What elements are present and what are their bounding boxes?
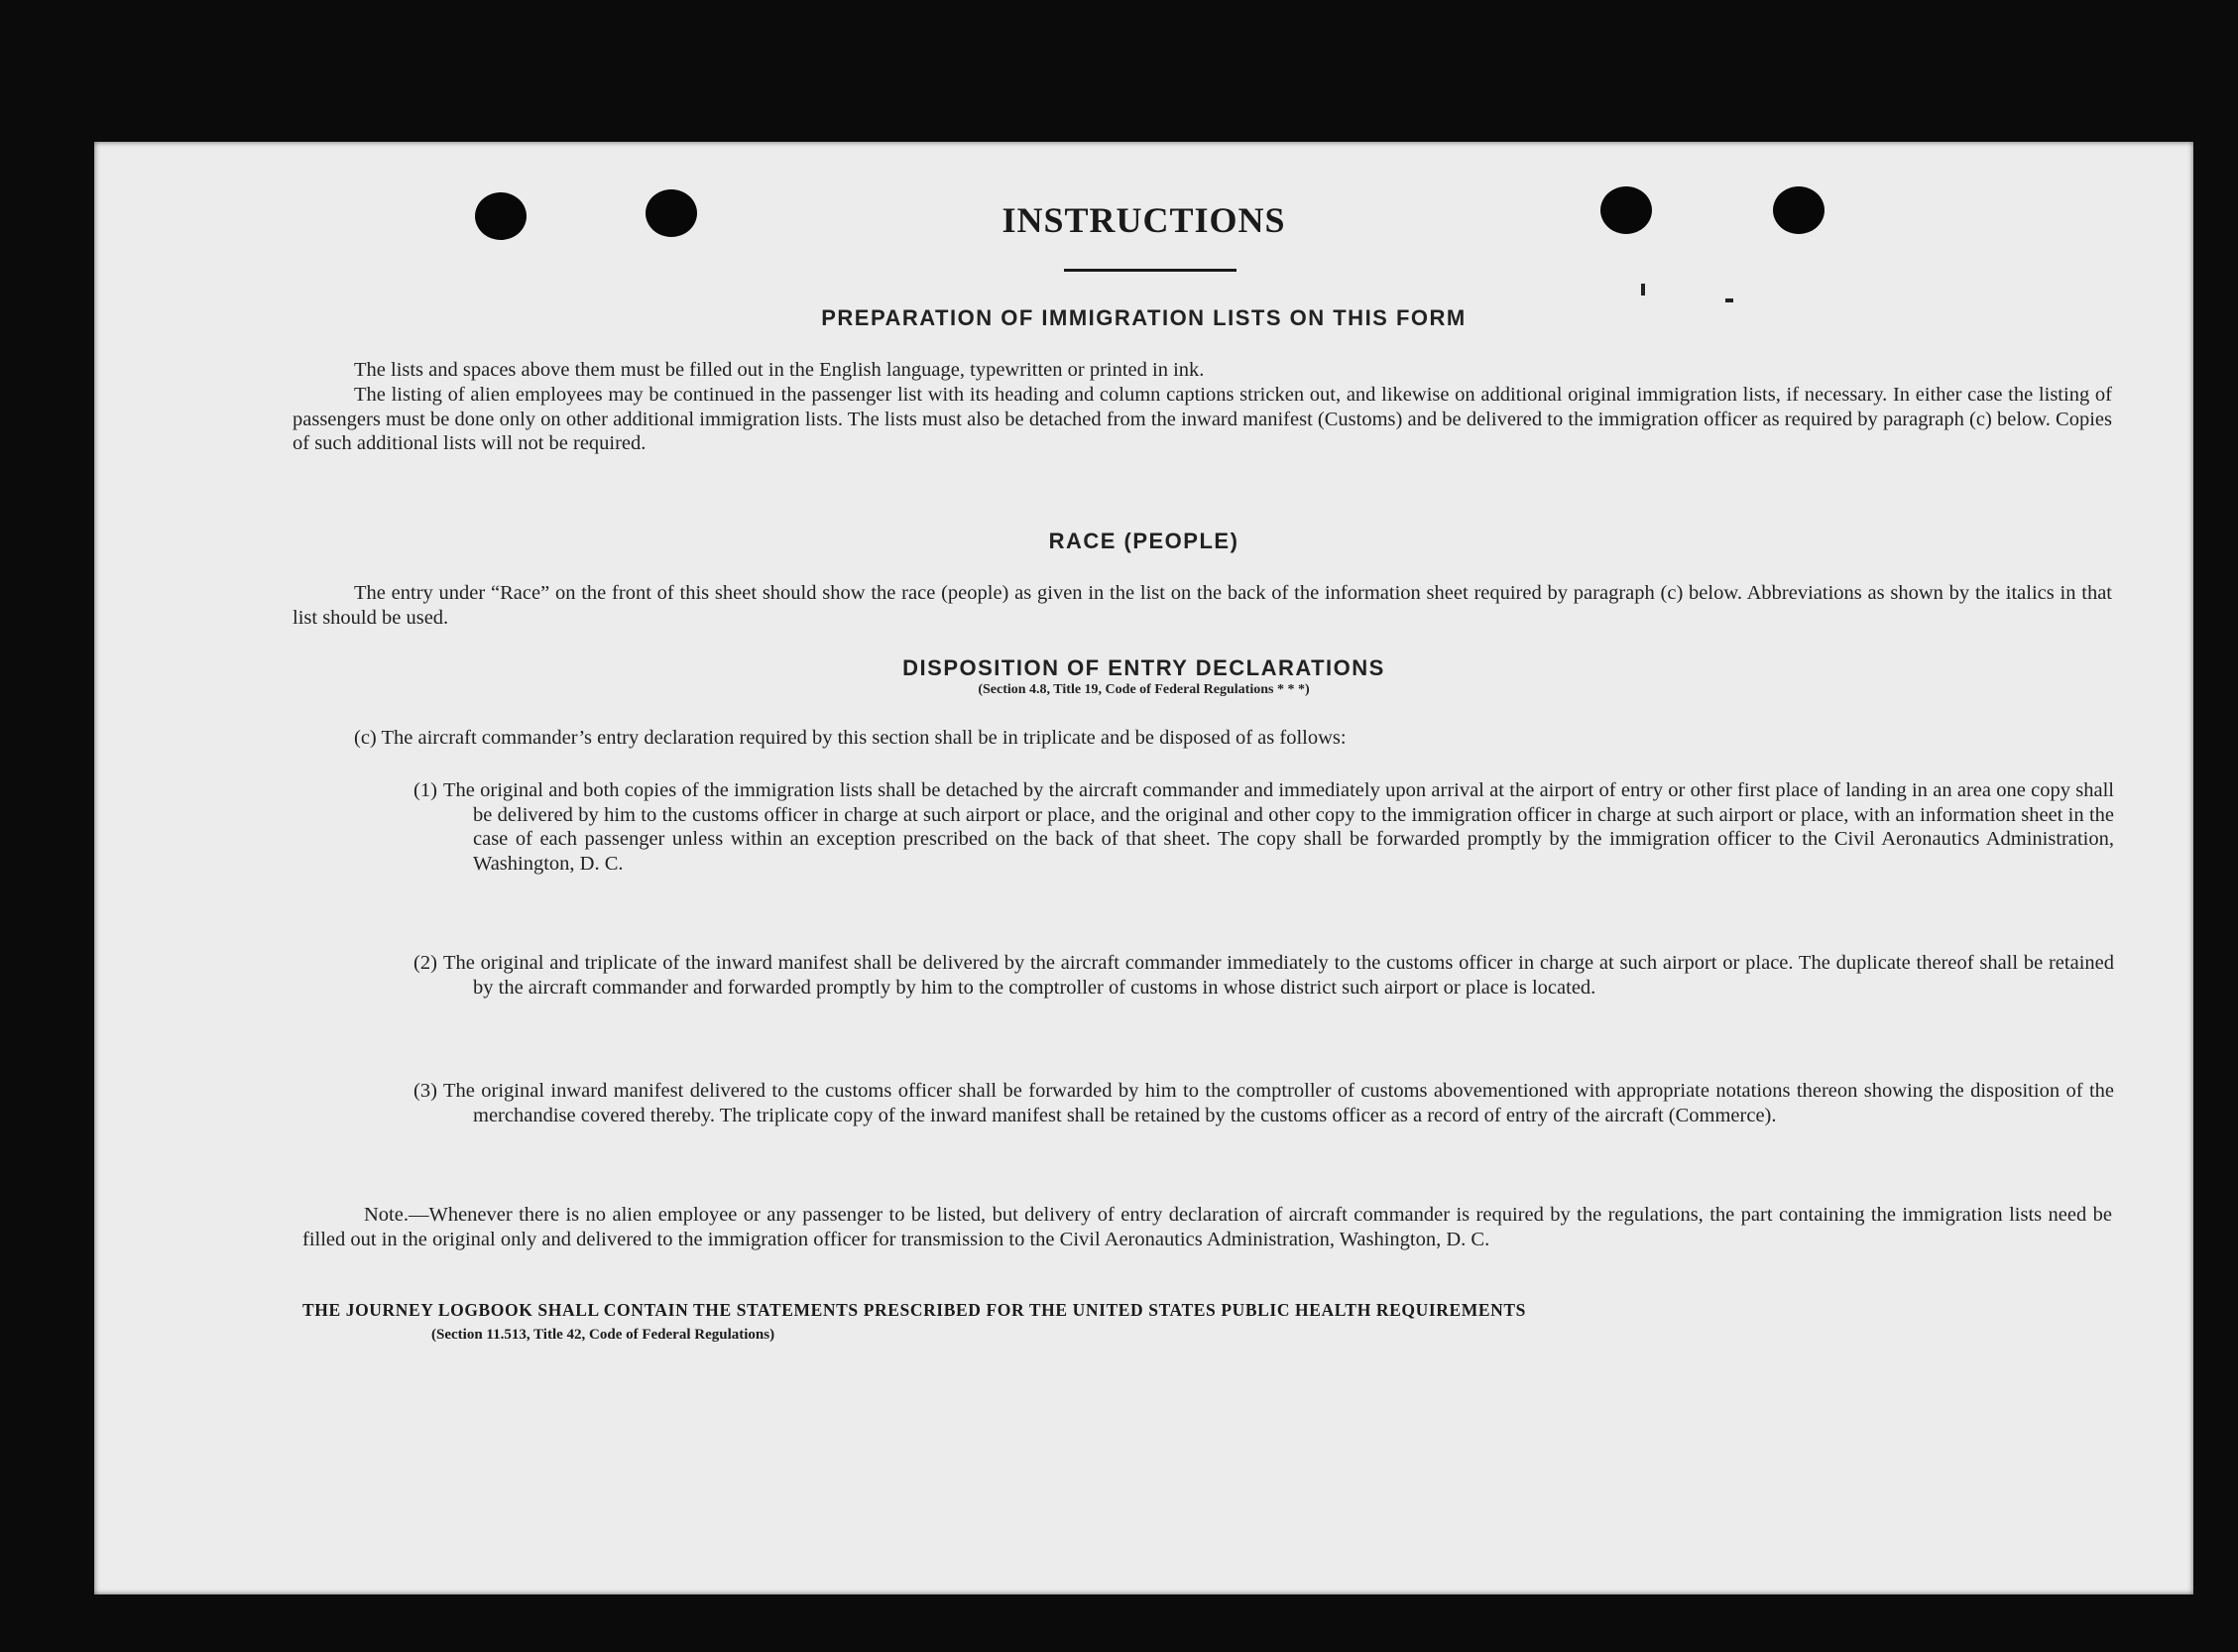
item-number: (3) [413,1080,437,1102]
document-page [94,142,2193,1594]
preparation-paragraph-1: The lists and spaces above them must be filled out in the English language, typewritten or printed in ink. [354,359,1205,381]
disposition-intro: (c) The aircraft commander’s entry declaration required by this section shall be in triplicate and be disposed of as follows: [354,727,1347,749]
health-statement: THE JOURNEY LOGBOOK SHALL CONTAIN THE STATEMENTS PRESCRIBED FOR THE UNITED STATES PUBLIC HEALTH REQUIREMENTS [302,1300,1527,1320]
preparation-heading: PREPARATION OF IMMIGRATION LISTS ON THIS FORM [821,305,1467,330]
health-citation: (Section 11.513, Title 42, Code of Federal Regulations) [431,1327,775,1343]
item-text: The original and both copies of the immigration lists shall be detached by the aircraft commander and immediately upon arrival at the airport of entry or other first place of landing in an area one copy shall be delivered by him to the customs officer in charge at such airport or place, and the original and other copy to the immigration officer in charge at such airport or place, with an information sheet in the case of each passenger unless within an exception prescribed on the back of that sheet. The copy shall be forwarded promptly by the immigration officer to the Civil Aeronautics Administration, Washington, D. C. [443,779,2114,875]
list-item [413,778,2114,876]
race-paragraph: The entry under “Race” on the front of this sheet should show the race (people) as given in the list on the back of the information sheet required by paragraph (c) below. Abbreviations as shown by the italics in that list should be used. [293,582,2112,629]
ink-speck [1725,298,1733,302]
preparation-paragraph-2: The listing of alien employees may be continued in the passenger list with its heading and column captions stricken out, and likewise on additional original immigration lists, if necessary. In either case the listing of passengers must be done only on other additional immigration lists. The lists must also be detached from the inward manifest (Customs) and be delivered to the immigration officer as required by paragraph (c) below. Copies of such additional lists will not be required. [293,384,2112,454]
race-heading: RACE (PEOPLE) [1048,529,1239,553]
item-number: (1) [413,779,437,801]
item-number: (2) [413,952,437,974]
note-paragraph: Note.—Whenever there is no alien employee or any passenger to be listed, but delivery of entry declaration of aircraft commander is required by the regulations, the part containing the immigration lists need be filled out in the original only and delivered to the immigration officer for transmission to the Civil Aeronautics Administration, Washington, D. C. [302,1204,2112,1250]
list-item [413,1079,2114,1127]
title-divider [1064,269,1237,272]
disposition-heading: DISPOSITION OF ENTRY DECLARATIONS [902,655,1385,680]
ink-speck [1641,284,1645,295]
list-item [413,951,2114,1000]
page-title: INSTRUCTIONS [1001,200,1286,240]
disposition-citation: (Section 4.8, Title 19, Code of Federal Regulations * * *) [978,682,1310,697]
item-text: The original and triplicate of the inward manifest shall be delivered by the aircraft commander immediately to the customs officer in charge at such airport or place. The duplicate thereof shall be retained by the aircraft commander and forwarded promptly by him to the comptroller of customs in whose district such airport or place is located. [443,952,2114,999]
item-text: The original inward manifest delivered to the customs officer shall be forwarded by him to the comptroller of customs abovementioned with appropriate notations thereon showing the disposition of the merchandise covered thereby. The triplicate copy of the inward manifest shall be retained by the customs officer as a record of entry of the aircraft (Commerce). [443,1080,2114,1126]
